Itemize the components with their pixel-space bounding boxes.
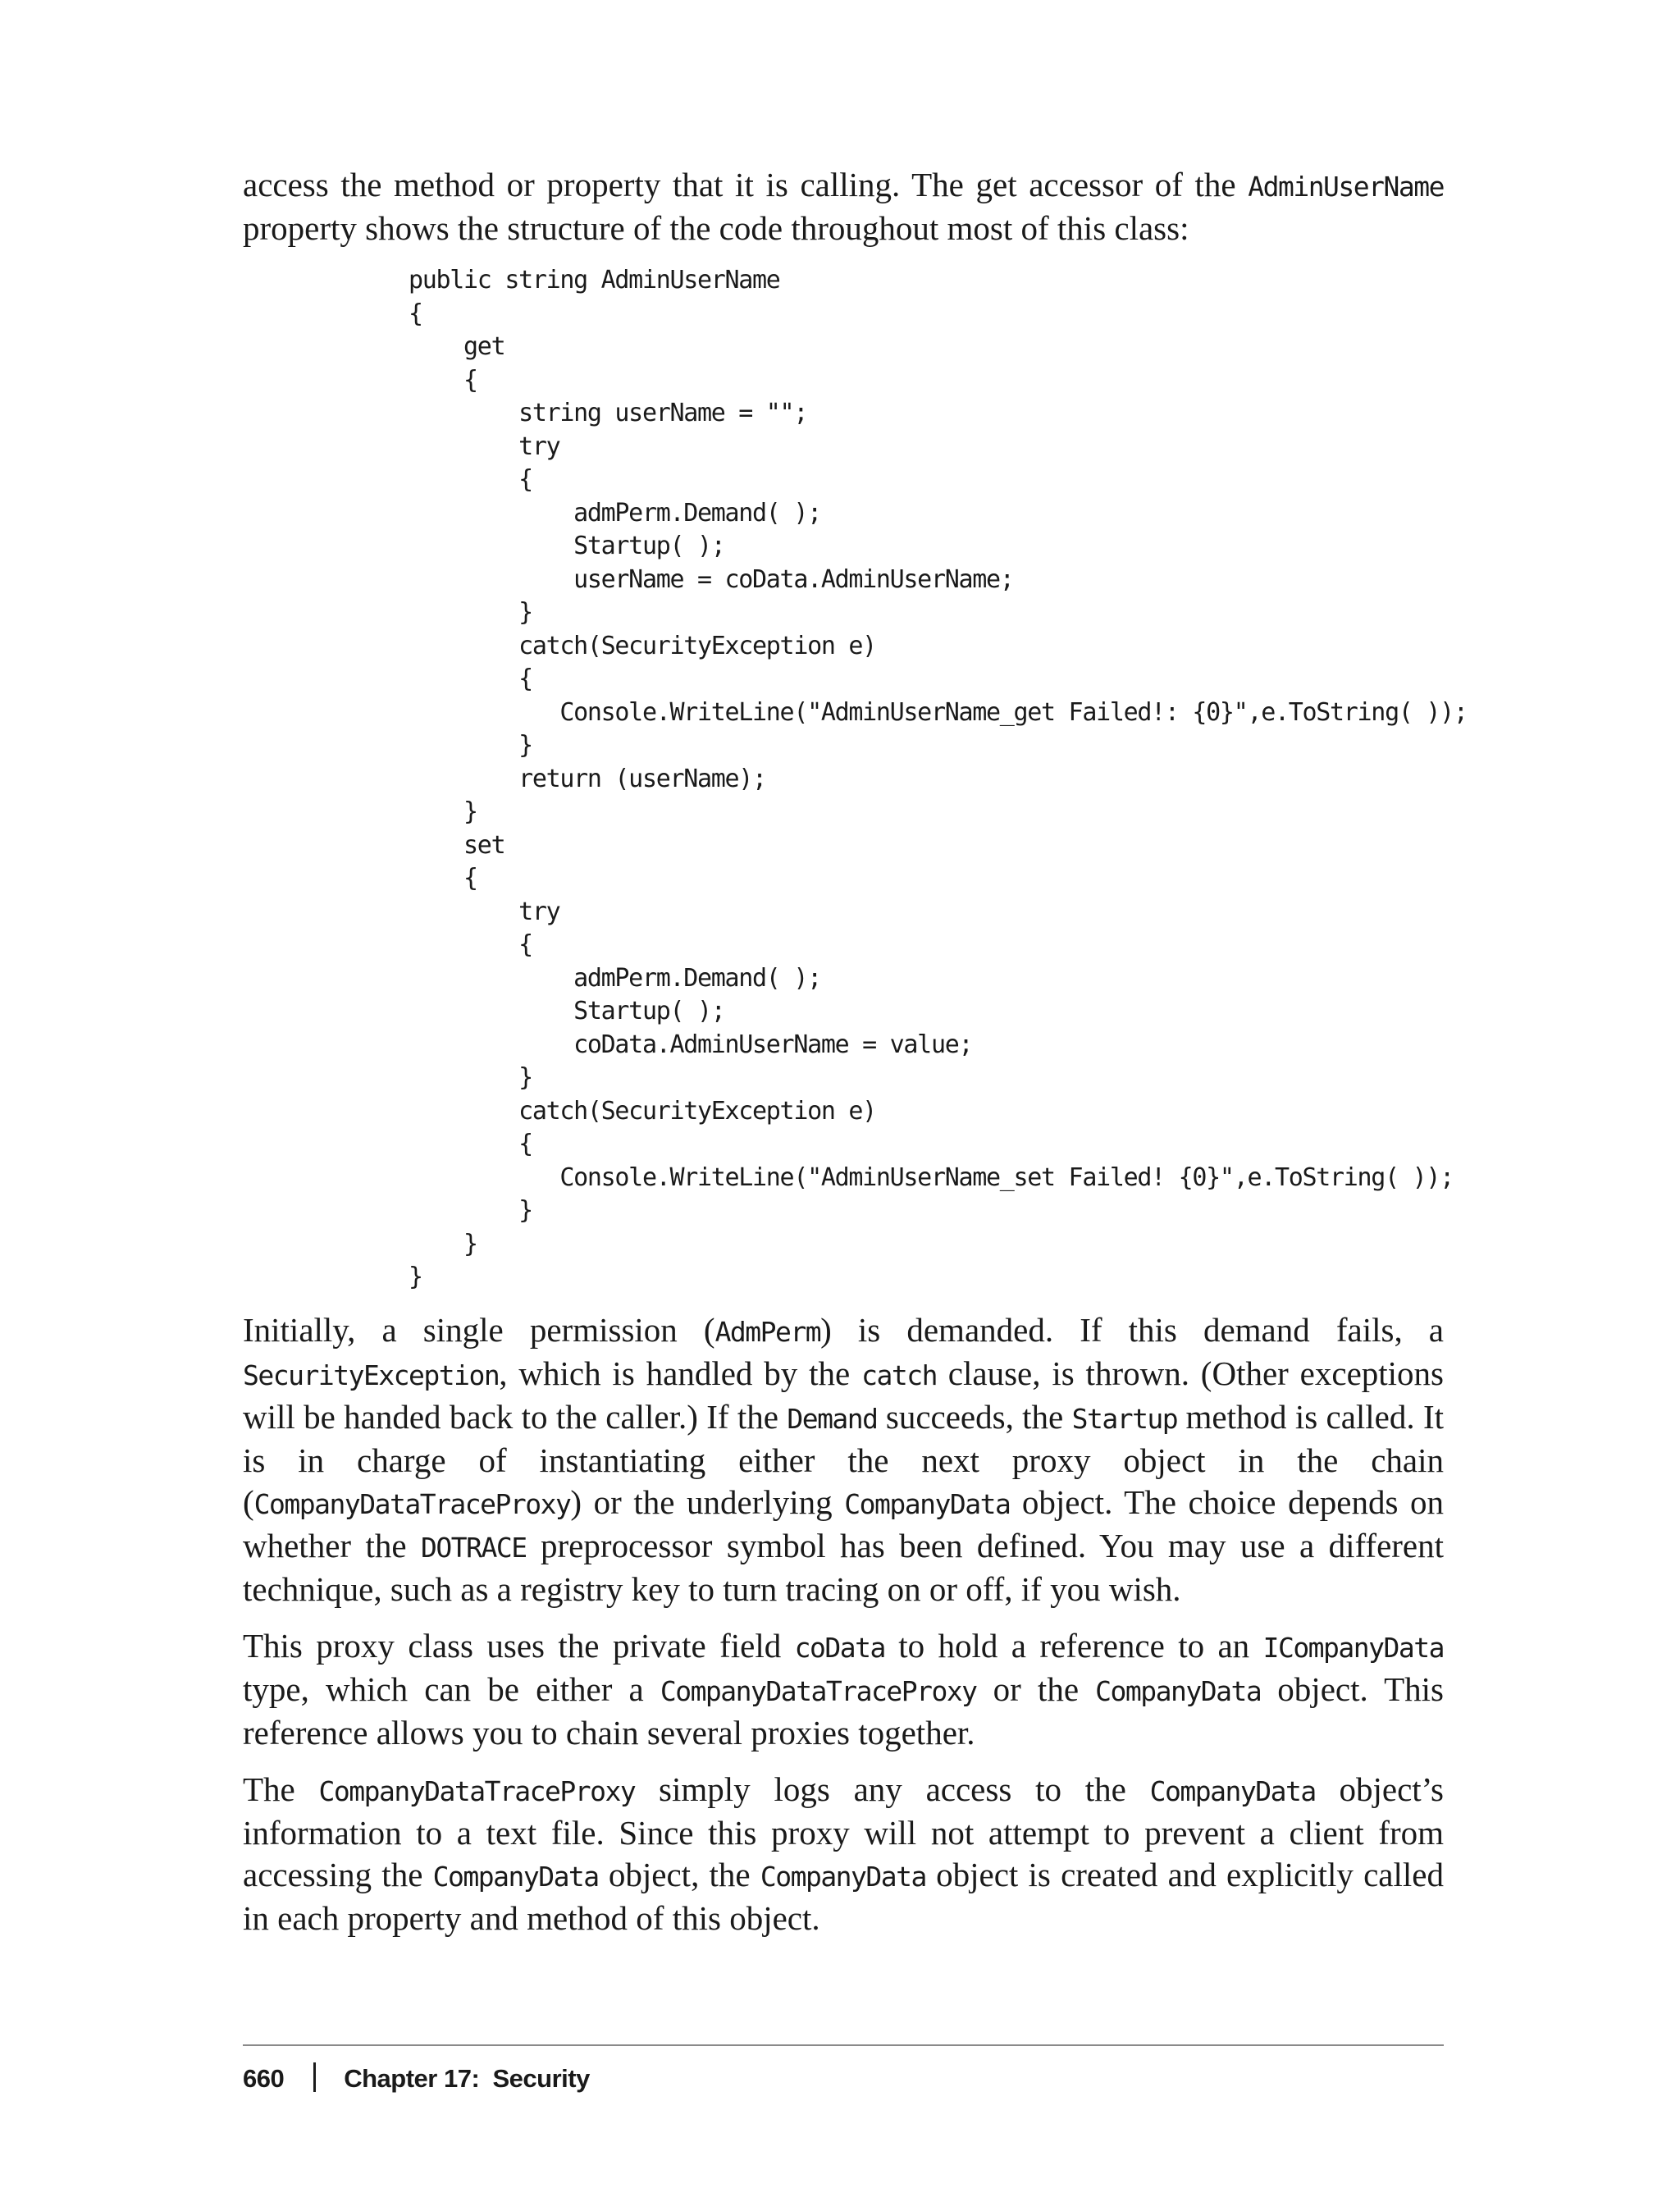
code-line: Startup( ); (409, 532, 725, 560)
code-line: Console.WriteLine("AdminUserName_set Failed! {0}",e.ToString( )); (409, 1162, 1454, 1192)
code-line: { (409, 299, 422, 328)
inline-code: Startup (1071, 1402, 1178, 1435)
inline-code: CompanyDataTraceProxy (660, 1674, 977, 1707)
inline-code: CompanyDataTraceProxy (318, 1774, 636, 1807)
code-line: public string AdminUserName (409, 266, 780, 295)
code-line: try (409, 897, 560, 926)
inline-code: CompanyData (432, 1860, 599, 1893)
inline-code: CompanyDataTraceProxy (253, 1487, 571, 1520)
inline-code: SecurityException (243, 1359, 500, 1391)
code-line: { (409, 365, 477, 395)
page-number: 660 (243, 2064, 285, 2093)
code-line: Startup( ); (409, 997, 725, 1025)
text-run: object. This reference allows you to chain several proxies together. (243, 1669, 1444, 1752)
code-line: } (409, 1196, 532, 1225)
code-line: } (409, 797, 477, 826)
body-paragraphs (243, 1309, 1444, 1939)
code-line: { (409, 1130, 532, 1158)
inline-code: CompanyData (1095, 1674, 1262, 1707)
footer-separator (313, 2062, 316, 2092)
text-run: clause, is thrown. (Other exceptions will be handed back to the caller.) If the (243, 1354, 1445, 1436)
inline-code: AdmPerm (714, 1315, 821, 1348)
text-run: preprocessor symbol has been defined. You may use a different technique, such as a registry key to turn tracing on or off, if you wish. (243, 1526, 1445, 1608)
code-line: } (409, 1229, 477, 1258)
text-run: object’s information to a text file. Since this proxy will not attempt to prevent a client from accessing the (243, 1770, 1444, 1893)
footer-text (243, 2062, 590, 2094)
code-line: catch(SecurityException e) (409, 631, 876, 660)
text-run: simply logs any access to the (635, 1770, 1150, 1808)
code-line: string userName = ""; (409, 399, 808, 427)
text-run: The (243, 1770, 319, 1808)
code-line: } (409, 1263, 422, 1291)
code-line: userName = coData.AdminUserName; (409, 564, 1014, 594)
text-run: accessor of the (1016, 166, 1249, 203)
inline-code: CompanyData (844, 1487, 1011, 1520)
text-run: ) or the underlying (570, 1482, 845, 1521)
code-line: try (409, 432, 560, 461)
inline-code: CompanyData (1149, 1774, 1316, 1807)
code-line: } (409, 598, 532, 627)
paragraph (243, 1769, 1444, 1939)
code-line: catch(SecurityException e) (409, 1096, 876, 1126)
code-line: set (409, 830, 505, 860)
code-line: } (409, 1063, 532, 1092)
text-run: This proxy class uses the private field (243, 1626, 795, 1665)
code-line: coData.AdminUserName = value; (409, 1030, 973, 1059)
code-line: admPerm.Demand( ); (409, 498, 821, 528)
text-run: object, the (598, 1855, 760, 1893)
code-line: Console.WriteLine("AdminUserName_get Failed!: {0}",e.ToString( )); (409, 697, 1468, 727)
code-line: { (409, 665, 532, 693)
inline-code: DOTRACE (420, 1531, 527, 1564)
code-listing (409, 264, 1468, 1295)
text-run: property shows the structure of the code throughout most of this class: (243, 209, 1189, 247)
text-run: ) is demanded. If this demand fails, a (820, 1310, 1444, 1349)
inline-code: CompanyData (760, 1860, 926, 1893)
code-line: } (409, 731, 532, 760)
paragraph (243, 1625, 1444, 1754)
code-line: { (409, 930, 532, 959)
text-run: type, which can be either a (243, 1669, 660, 1708)
page-body (243, 164, 1468, 1954)
inline-code: Demand (787, 1402, 878, 1435)
code-line: return (userName); (409, 764, 766, 793)
text-run: Initially, a single permission ( (243, 1310, 715, 1349)
text-run: succeeds, the (877, 1397, 1072, 1436)
code-line: admPerm.Demand( ); (409, 963, 821, 993)
text-run: object is created and explicitly called in each property and method of this object. (243, 1855, 1444, 1937)
paragraph (243, 164, 1444, 249)
inline-code: AdminUserName (1248, 171, 1444, 203)
text-run: or the (976, 1669, 1096, 1708)
page-footer (243, 2044, 1444, 2093)
code-line: get (409, 332, 505, 361)
code-line: { (409, 864, 477, 893)
inline-code: coData (794, 1631, 885, 1664)
inline-code: ICompanyData (1262, 1631, 1444, 1664)
inline-code: catch (861, 1359, 937, 1391)
text-run: get (975, 166, 1017, 203)
paragraph (243, 1309, 1444, 1610)
text-run: method is called. It is in charge of instantiating either the next proxy object in the chain ( (243, 1397, 1445, 1521)
text-run: access the method or property that it is calling. The (243, 166, 976, 203)
text-run: , which is handled by the (499, 1354, 862, 1392)
chapter-title: Chapter 17: Security (344, 2064, 590, 2093)
code-line: { (409, 465, 532, 494)
intro-paragraphs (243, 164, 1444, 249)
text-run: to hold a reference to an (884, 1626, 1263, 1665)
text-run: object. The choice depends on whether the (243, 1482, 1445, 1564)
